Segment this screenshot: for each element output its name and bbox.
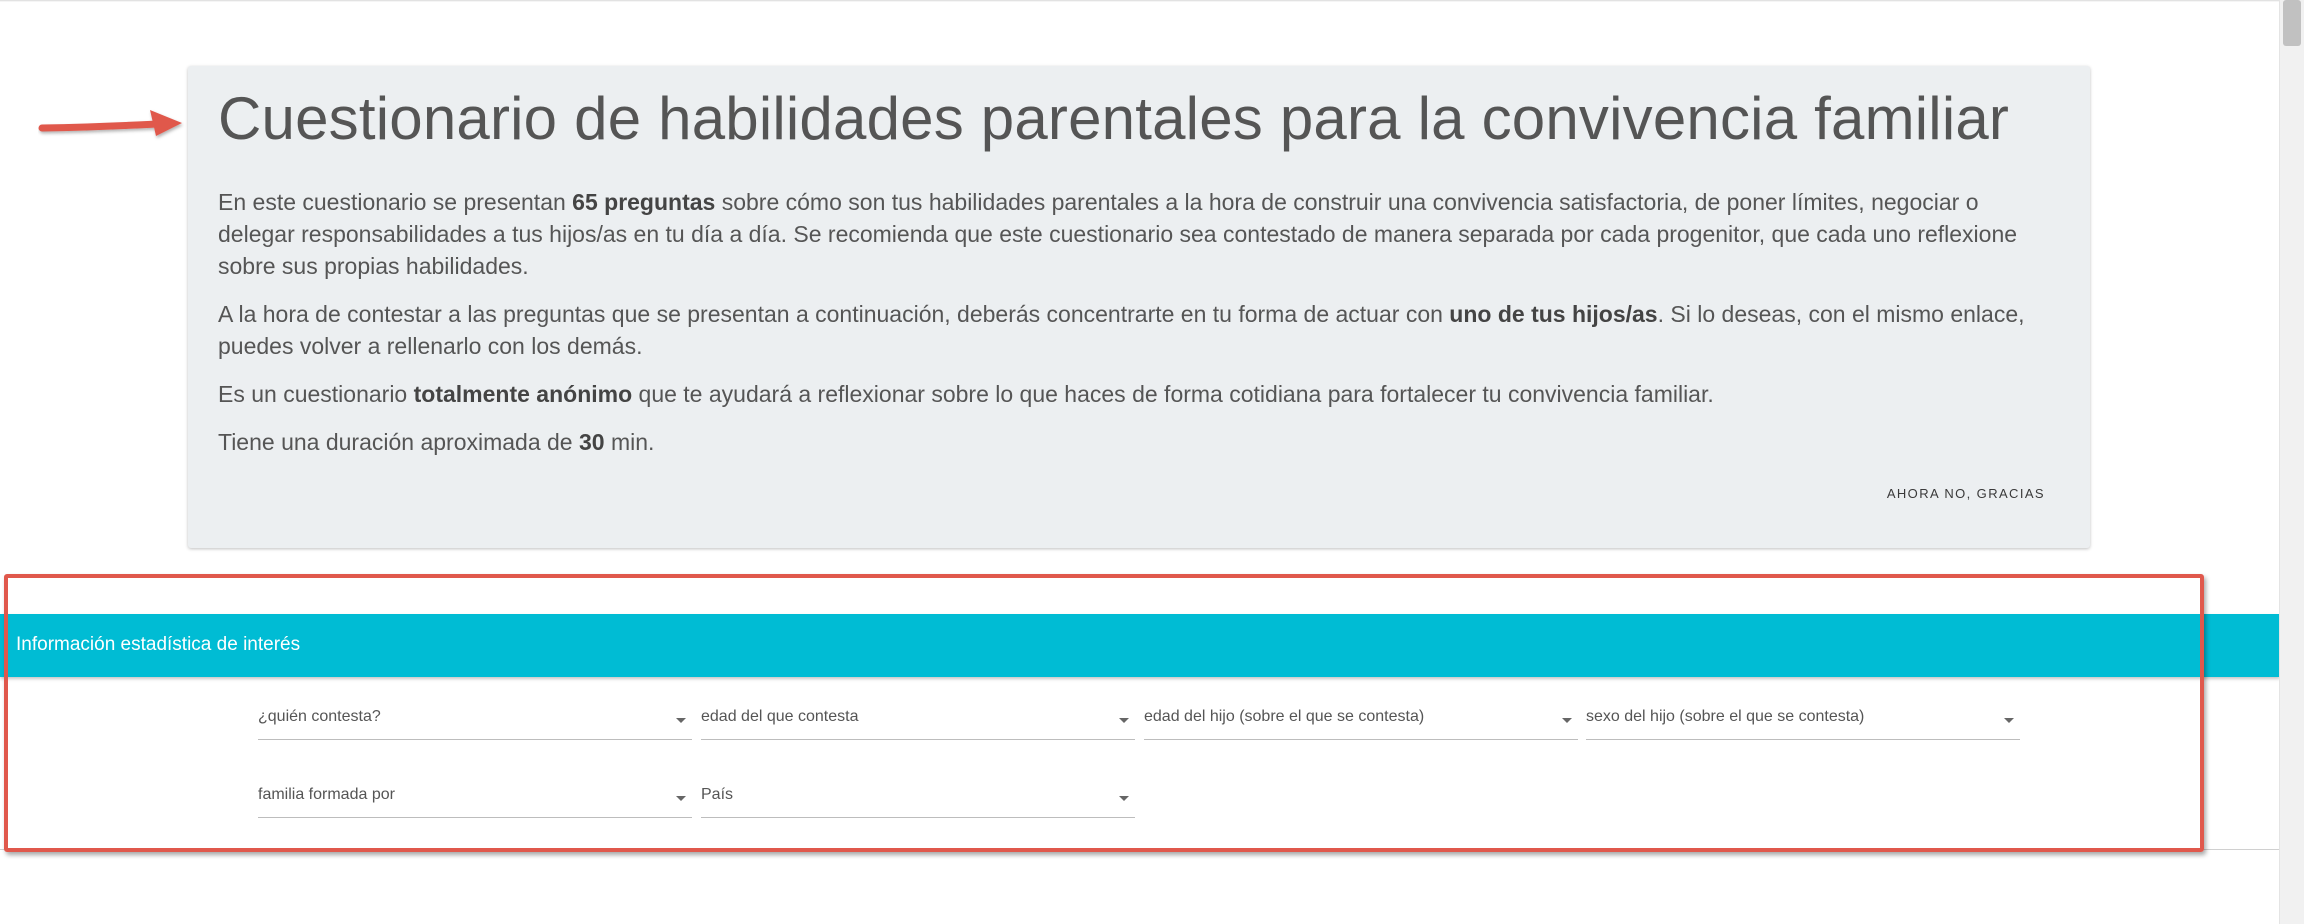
child-sex-select[interactable]: sexo del hijo (sobre el que se contesta) [1586,700,2020,740]
country-select[interactable]: País [701,778,1135,818]
page-title: Cuestionario de habilidades parentales para la convivencia familiar [218,85,2010,152]
page-scrollbar[interactable] [2279,0,2304,924]
not-now-button[interactable]: AHORA NO, GRACIAS [1887,482,2045,505]
intro-paragraph-4: Tiene una duración aproximada de 30 min. [218,429,655,455]
duration-value: 30 [579,429,605,455]
annotation-arrow-icon [38,104,188,148]
respondent-age-select[interactable]: edad del que contesta [701,700,1135,740]
family-composition-select[interactable]: familia formada por [258,778,692,818]
annotation-highlight-box [4,574,2204,852]
intro-paragraph-2: A la hora de contestar a las preguntas que se presentan a continuación, deberás concentrarte en tu forma de actuar con uno de tus hijos/as. Si lo deseas, con el mismo enlace, puedes volver a rellenarlo con los demás. [218,301,2025,359]
child-age-select[interactable]: edad del hijo (sobre el que se contesta) [1144,700,1578,740]
statistics-title: Información estadística de interés [16,634,301,655]
who-answers-select[interactable]: ¿quién contesta? [258,700,692,740]
scrollbar-thumb[interactable] [2283,0,2301,46]
top-edge-shadow [0,0,2280,2]
question-count: 65 preguntas [572,189,716,215]
intro-card [188,66,2090,548]
intro-paragraph-3: Es un cuestionario totalmente anónimo que te ayudará a reflexionar sobre lo que haces de forma cotidiana para fortalecer tu convivencia familiar. [218,381,1714,407]
intro-paragraph-1: En este cuestionario se presentan 65 preguntas sobre cómo son tus habilidades parentales a la hora de construir una convivencia satisfactoria, de poner límites, negociar o delegar responsabilidades a tus hijos/as en tu día a día. Se recomienda que este cuestionario sea contestado de manera separada por cada progenitor, que cada uno reflexione sobre sus propias habilidades. [218,189,2018,279]
intro-text [218,186,2058,474]
